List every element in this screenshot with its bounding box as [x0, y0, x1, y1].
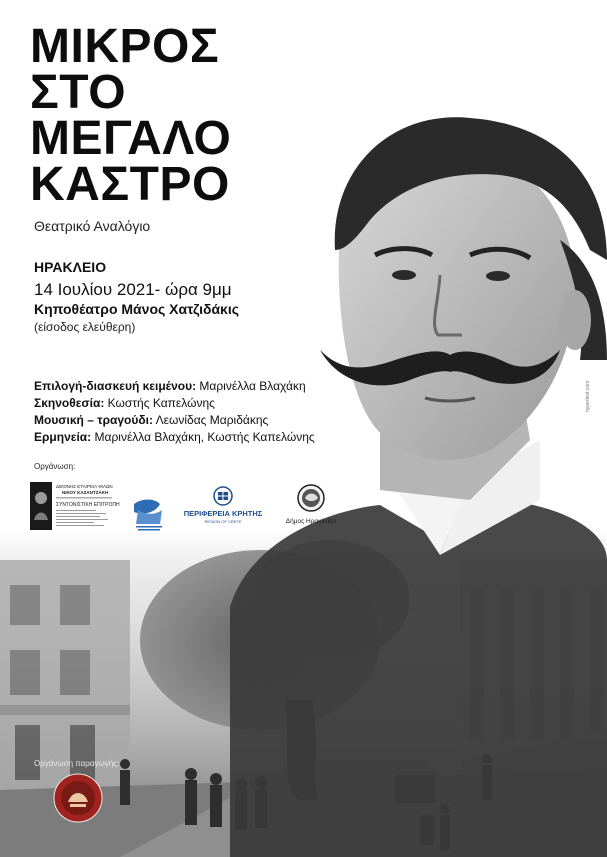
region-sub: REGION OF CRETE: [204, 519, 242, 524]
left-building: [0, 560, 130, 790]
society-line1: ΔΙΕΘΝΗΣ ΕΤΑΙΡΕΙΑ ΦΙΛΩΝ: [56, 484, 113, 489]
organizer-logos: [30, 480, 360, 540]
title-line: ΜΙΚΡΟΣ: [30, 20, 220, 73]
municipality-name: Δήμος Ηρακλείου: [285, 518, 337, 525]
credits-list: [34, 378, 315, 446]
festival-logo: [134, 500, 162, 531]
subtitle: Θεατρικό Αναλόγιο: [34, 218, 151, 234]
credit-role: Επιλογή-διασκευή κειμένου:: [34, 379, 197, 393]
region-name: ΠΕΡΙΦΕΡΕΙΑ ΚΡΗΤΗΣ: [183, 509, 263, 518]
poster-title: [30, 20, 232, 211]
venue: Κηποθέατρο Μάνος Χατζιδάκις: [34, 301, 240, 317]
title-line: ΚΑΣΤΡΟ: [30, 158, 230, 211]
credit-role: Μουσική – τραγούδι:: [34, 413, 153, 427]
title-line: ΜΕΓΑΛΟ: [30, 112, 232, 165]
credit-name: Μαρινέλλα Βλαχάκη: [199, 379, 306, 393]
credit-name: Κωστής Καπελώνης: [107, 396, 215, 410]
credit-role: Σκηνοθεσία:: [34, 396, 105, 410]
credit-line: [34, 378, 315, 395]
credit-name: Μαρινέλλα Βλαχάκη, Κωστής Καπελώνης: [94, 430, 315, 444]
organizers-label: Οργάνωση:: [34, 462, 76, 471]
entry-note: (είσοδος ελεύθερη): [34, 320, 136, 334]
municipality-logo: [286, 485, 337, 525]
committee-label: ΣΥΝΤΟΝΙΣΤΙΚΗ ΕΠΙΤΡΟΠΗ: [56, 502, 120, 508]
credit-line: [34, 395, 315, 412]
region-of-crete-logo: [184, 487, 263, 524]
credit-line: [34, 412, 315, 429]
title-line: ΣΤΟ: [30, 66, 127, 119]
production-label: Οργάνωση παραγωγής:: [34, 759, 120, 768]
credit-line: [34, 429, 315, 446]
city: ΗΡΑΚΛΕΙΟ: [34, 259, 107, 275]
credit-role: Ερμηνεία:: [34, 430, 92, 444]
side-credit: hypertext.com: [585, 380, 591, 412]
kazantzakis-society-logo: [30, 482, 120, 530]
event-date: 14 Ιουλίου 2021- ώρα 9μμ: [34, 280, 232, 299]
society-line2: ΝΙΚΟΥ ΚΑΖΑΝΤΖΑΚΗ: [62, 490, 109, 495]
production-company-logo: [52, 772, 104, 824]
credit-name: Λεωνίδας Μαριδάκης: [155, 413, 269, 427]
